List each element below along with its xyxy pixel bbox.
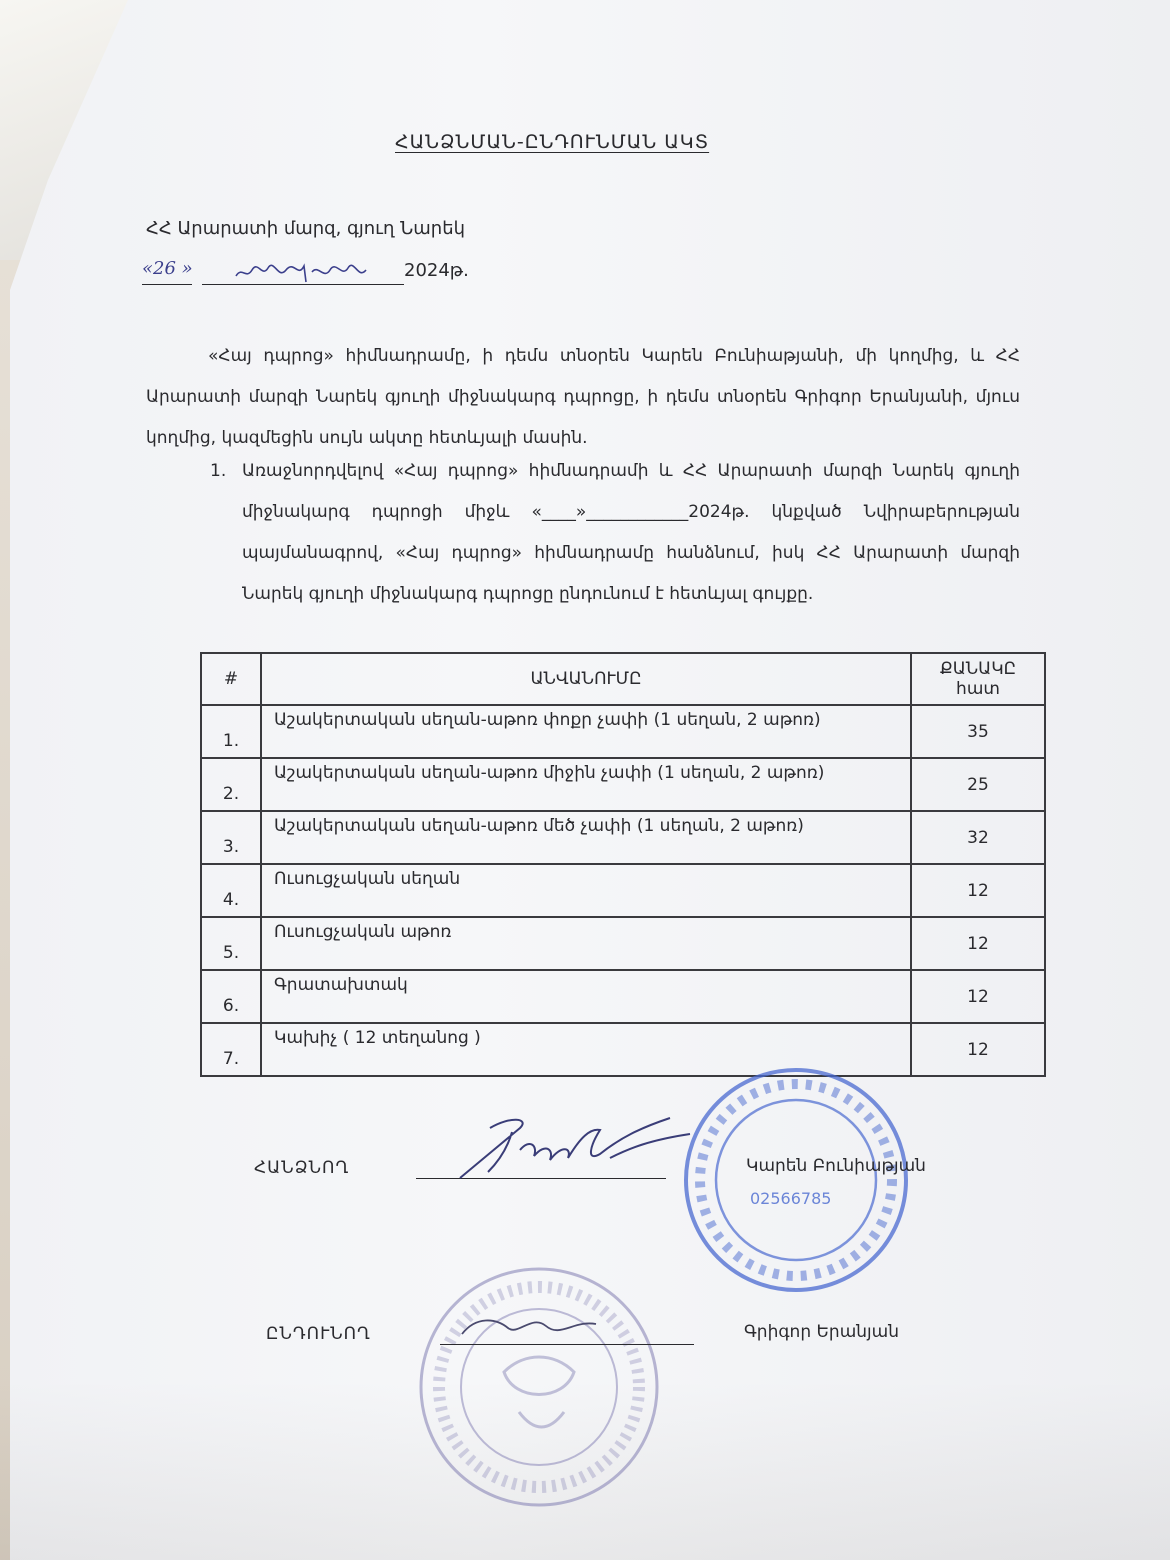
receiver-name: Գրիգոր Երանյան bbox=[744, 1322, 899, 1342]
row-qty: 35 bbox=[911, 705, 1045, 758]
row-qty: 32 bbox=[911, 811, 1045, 864]
table-row bbox=[201, 811, 1045, 864]
row-qty: 25 bbox=[911, 758, 1045, 811]
row-name: Աշակերտական սեղան-աթոռ միջին չափի (1 սեղան, 2 աթոռ) bbox=[261, 758, 911, 811]
goods-table bbox=[200, 652, 1046, 1077]
giver-round-stamp bbox=[680, 1064, 912, 1296]
table-row bbox=[201, 917, 1045, 970]
row-num: 3. bbox=[201, 811, 261, 864]
row-num: 2. bbox=[201, 758, 261, 811]
giver-name: Կարեն Բունիաթյան bbox=[746, 1156, 926, 1176]
clause-number: 1. bbox=[210, 461, 227, 481]
giver-signature-scribble bbox=[450, 1098, 700, 1188]
row-num: 5. bbox=[201, 917, 261, 970]
stamp-number: 02566785 bbox=[750, 1189, 832, 1208]
row-qty: 12 bbox=[911, 864, 1045, 917]
table-row bbox=[201, 758, 1045, 811]
giver-label: ՀԱՆՁՆՈՂ bbox=[254, 1158, 350, 1178]
intro-paragraph: «Հայ դպրոց» հիմնադրամը, ի դեմս տնօրեն Կարեն Բունիաթյանի, մի կողմից, և ՀՀ Արարատի մարզի Նարեկ գյուղի միջնակարգ դպրոցը, ի դեմս տնօրեն Գրիգոր Երանյանի, մյուս կողմից, կազմեցին սույն ակտը հետևյալի մասին. bbox=[146, 346, 1020, 448]
document-title: ՀԱՆՁՆՄԱՆ-ԸՆԴՈՒՆՄԱՆ ԱԿՏ bbox=[395, 131, 710, 153]
date-day-underline bbox=[142, 284, 192, 285]
row-qty: 12 bbox=[911, 917, 1045, 970]
handwritten-month bbox=[232, 258, 372, 284]
date-month-underline bbox=[202, 284, 404, 285]
row-name: Աշակերտական սեղան-աթոռ փոքր չափի (1 սեղան, 2 աթոռ) bbox=[261, 705, 911, 758]
receiver-signature-scribble bbox=[456, 1306, 606, 1346]
row-num: 4. bbox=[201, 864, 261, 917]
date-day bbox=[142, 258, 193, 279]
date-year: 2024թ. bbox=[404, 260, 469, 281]
clause-text bbox=[242, 451, 1020, 615]
table-row bbox=[201, 1023, 1045, 1076]
row-num: 1. bbox=[201, 705, 261, 758]
row-num: 7. bbox=[201, 1023, 261, 1076]
header-qty-label: ՔԱՆԱԿԸ bbox=[939, 659, 1017, 679]
row-name: Աշակերտական սեղան-աթոռ մեծ չափի (1 սեղան, 2 աթոռ) bbox=[261, 811, 911, 864]
header-qty bbox=[911, 653, 1045, 705]
clause-blank-date: «____»____________2024թ. bbox=[531, 502, 750, 522]
table-row bbox=[201, 970, 1045, 1023]
row-qty: 12 bbox=[911, 970, 1045, 1023]
header-num: # bbox=[201, 653, 261, 705]
header-name: ԱՆՎԱՆՈՒՄԸ bbox=[261, 653, 911, 705]
row-name: Ուսուցչական աթոռ bbox=[261, 917, 911, 970]
header-unit: հատ bbox=[956, 679, 1000, 699]
row-num: 6. bbox=[201, 970, 261, 1023]
row-name: Կախիչ ( 12 տեղանոց ) bbox=[261, 1023, 911, 1076]
clause-text-after: կնքված Նվիրաբերության պայմանագրով, «Հայ դպրոց» հիմնադրամը հանձնում, իսկ ՀՀ Արարատի մարզի Նարեկ գյուղի միջնակարգ դպրոցը ընդունում է հետևյալ գույքը. bbox=[242, 502, 1021, 604]
clause-text-before: Առաջնորդվելով «Հայ դպրոց» հիմնադրամի և ՀՀ Արարատի մարզի Նարեկ գյուղի միջնակարգ դպրոցի միջև bbox=[242, 461, 1020, 522]
location-line: ՀՀ Արարատի մարզ, գյուղ Նարեկ bbox=[146, 218, 466, 239]
table-header-row bbox=[201, 653, 1045, 705]
row-name: Ուսուցչական սեղան bbox=[261, 864, 911, 917]
row-qty: 12 bbox=[911, 1023, 1045, 1076]
handwritten-day: «26 » bbox=[142, 258, 193, 279]
row-name: Գրատախտակ bbox=[261, 970, 911, 1023]
table-row bbox=[201, 864, 1045, 917]
receiver-label: ԸՆԴՈՒՆՈՂ bbox=[266, 1324, 371, 1344]
receiver-round-stamp bbox=[414, 1262, 664, 1512]
table-row bbox=[201, 705, 1045, 758]
